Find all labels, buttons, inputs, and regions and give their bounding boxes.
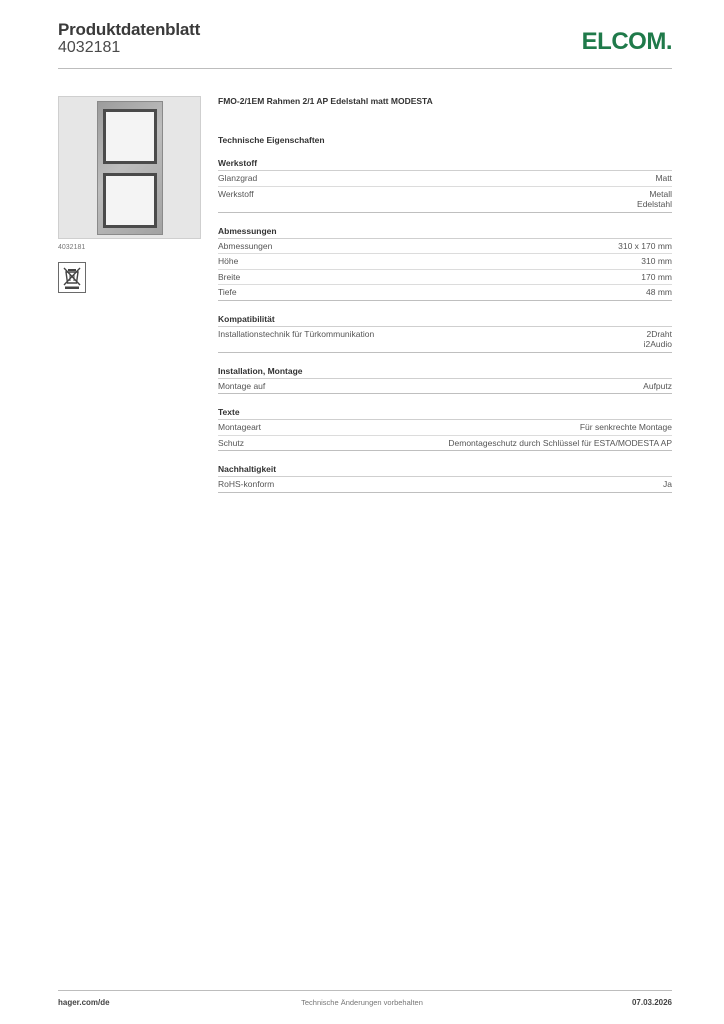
property-label: Installationstechnik für Türkommunikation: [218, 328, 375, 339]
property-row: [218, 285, 672, 301]
property-value: [641, 256, 672, 267]
product-image: [58, 96, 201, 239]
property-value: [637, 189, 672, 210]
frame-illustration: [97, 101, 163, 235]
footer-disclaimer: Technische Änderungen vorbehalten: [301, 998, 423, 1007]
product-name: FMO-2/1EM Rahmen 2/1 AP Edelstahl matt MODESTA: [218, 96, 433, 106]
section-heading: Technische Eigenschaften: [218, 135, 325, 145]
property-value: [448, 438, 672, 449]
property-value-line: 48 mm: [646, 287, 672, 297]
group-title: Installation, Montage: [218, 366, 672, 379]
property-label: Montageart: [218, 422, 261, 432]
property-group: [218, 158, 672, 213]
frame-slot-bottom: [103, 173, 157, 228]
property-value: [641, 272, 672, 283]
property-row: [218, 477, 672, 493]
property-value: [580, 422, 672, 433]
property-row: [218, 254, 672, 270]
property-value: [618, 241, 672, 252]
property-label: Breite: [218, 271, 241, 282]
footer-divider: [58, 990, 672, 991]
property-label: Glanzgrad: [218, 173, 258, 183]
group-title: Texte: [218, 407, 672, 420]
image-caption: 4032181: [58, 244, 86, 251]
property-value: [644, 329, 672, 350]
property-group: [218, 407, 672, 451]
property-row: [218, 327, 672, 353]
property-value-line: 2Draht: [646, 328, 672, 339]
property-label: Montage auf: [218, 380, 266, 391]
group-title: Abmessungen: [218, 226, 672, 239]
property-row: [218, 379, 672, 395]
property-value: [655, 173, 672, 184]
property-row: [218, 187, 672, 213]
property-value-line: i2Audio: [643, 339, 672, 349]
property-label: Schutz: [218, 437, 244, 448]
property-value-line: Matt: [655, 173, 672, 183]
document-number: 4032181: [58, 39, 121, 56]
property-row: [218, 171, 672, 187]
property-label: Abmessungen: [218, 240, 273, 251]
property-value: [646, 287, 672, 298]
footer-date: 07.03.2026: [631, 998, 672, 1007]
brand-logo: ELCOM.: [581, 28, 672, 55]
property-value-line: Ja: [663, 479, 672, 489]
property-value-line: Edelstahl: [637, 199, 672, 209]
property-value-line: Demontageschutz durch Schlüssel für ESTA/MODESTA AP: [448, 437, 672, 448]
property-label: RoHS-konform: [218, 479, 275, 489]
property-value: [643, 381, 672, 392]
property-groups: [218, 158, 672, 493]
property-value-line: 170 mm: [641, 271, 672, 282]
specification-content: [218, 96, 672, 493]
weee-crossed-bin-icon: [58, 262, 86, 293]
property-row: [218, 420, 672, 436]
property-label: Werkstoff: [218, 188, 254, 199]
property-group: [218, 226, 672, 301]
weee-crossed-bin-icon-svg: [62, 266, 82, 290]
document-title: Produktdatenblatt: [58, 20, 201, 39]
property-group: [218, 366, 672, 395]
property-group: [218, 464, 672, 493]
property-group: [218, 314, 672, 353]
property-value-line: Metall: [649, 188, 672, 199]
property-value-line: 310 mm: [641, 256, 672, 266]
footer-website: hager.com/de: [58, 998, 110, 1007]
property-label: Höhe: [218, 256, 239, 266]
group-title: Nachhaltigkeit: [218, 464, 672, 477]
property-row: [218, 436, 672, 452]
group-title: Kompatibilität: [218, 314, 672, 327]
header-divider: [58, 68, 672, 69]
property-value-line: Für senkrechte Montage: [579, 422, 672, 432]
property-value-line: 310 x 170 mm: [618, 240, 672, 251]
property-value-line: Aufputz: [643, 380, 672, 391]
property-label: Tiefe: [218, 287, 237, 297]
frame-slot-top: [103, 109, 157, 164]
property-row: [218, 239, 672, 255]
property-row: [218, 270, 672, 286]
group-title: Werkstoff: [218, 158, 672, 171]
property-value: [663, 479, 672, 490]
page-header: [58, 20, 672, 70]
